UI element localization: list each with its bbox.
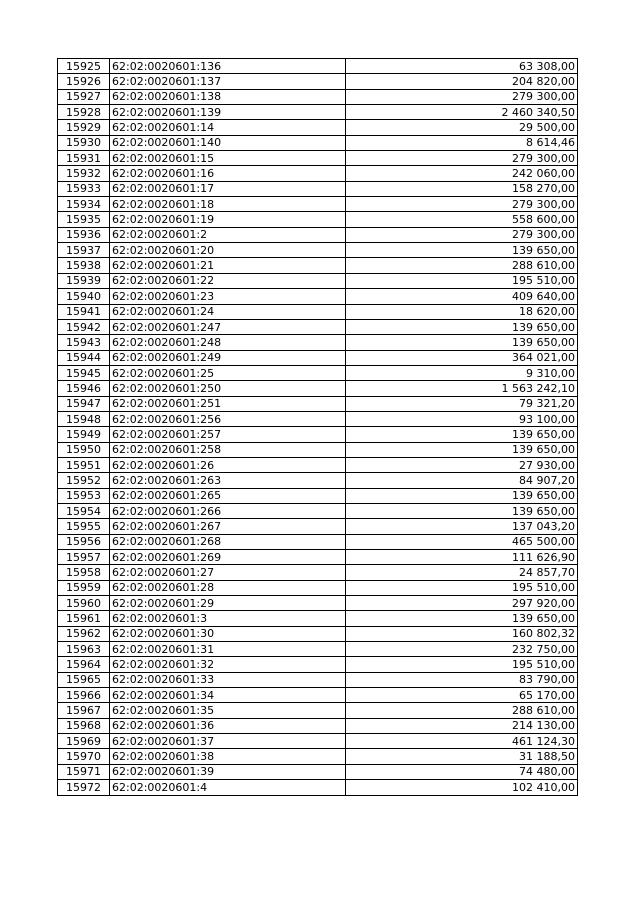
cadastral-value-cell: 1 563 242,10 xyxy=(346,381,578,396)
row-number-cell: 15966 xyxy=(58,688,110,703)
row-number-cell: 15945 xyxy=(58,365,110,380)
row-number-cell: 15969 xyxy=(58,734,110,749)
cadastral-value-cell: 139 650,00 xyxy=(346,442,578,457)
table-row xyxy=(58,227,578,242)
table-row xyxy=(58,734,578,749)
table-row xyxy=(58,611,578,626)
table-row xyxy=(58,381,578,396)
table-row xyxy=(58,657,578,672)
table-row xyxy=(58,703,578,718)
row-number-cell: 15927 xyxy=(58,89,110,104)
table-row xyxy=(58,550,578,565)
row-number-cell: 15926 xyxy=(58,74,110,89)
row-number-cell: 15938 xyxy=(58,258,110,273)
row-number-cell: 15943 xyxy=(58,335,110,350)
cadastral-number-cell: 62:02:0020601:24 xyxy=(110,304,346,319)
row-number-cell: 15930 xyxy=(58,135,110,150)
row-number-cell: 15953 xyxy=(58,488,110,503)
cadastral-value-cell: 279 300,00 xyxy=(346,151,578,166)
cadastral-value-cell: 139 650,00 xyxy=(346,319,578,334)
cadastral-value-cell: 461 124,30 xyxy=(346,734,578,749)
cadastral-number-cell: 62:02:0020601:21 xyxy=(110,258,346,273)
cadastral-value-cell: 9 310,00 xyxy=(346,365,578,380)
table-row xyxy=(58,411,578,426)
row-number-cell: 15925 xyxy=(58,59,110,74)
cadastral-number-cell: 62:02:0020601:38 xyxy=(110,749,346,764)
cadastral-value-cell: 160 802,32 xyxy=(346,626,578,641)
cadastral-number-cell: 62:02:0020601:3 xyxy=(110,611,346,626)
cadastral-number-cell: 62:02:0020601:33 xyxy=(110,672,346,687)
cadastral-number-cell: 62:02:0020601:35 xyxy=(110,703,346,718)
table-row xyxy=(58,749,578,764)
cadastral-value-cell: 102 410,00 xyxy=(346,780,578,795)
table-row xyxy=(58,74,578,89)
cadastral-value-cell: 279 300,00 xyxy=(346,197,578,212)
cadastral-number-cell: 62:02:0020601:29 xyxy=(110,596,346,611)
cadastral-value-cell: 24 857,70 xyxy=(346,565,578,580)
row-number-cell: 15970 xyxy=(58,749,110,764)
table-row xyxy=(58,120,578,135)
cadastral-number-cell: 62:02:0020601:251 xyxy=(110,396,346,411)
cadastral-number-cell: 62:02:0020601:257 xyxy=(110,427,346,442)
cadastral-value-cell: 409 640,00 xyxy=(346,289,578,304)
table-row xyxy=(58,503,578,518)
row-number-cell: 15939 xyxy=(58,273,110,288)
table-row xyxy=(58,488,578,503)
cadastral-value-cell: 84 907,20 xyxy=(346,473,578,488)
cadastral-number-cell: 62:02:0020601:37 xyxy=(110,734,346,749)
row-number-cell: 15937 xyxy=(58,243,110,258)
row-number-cell: 15962 xyxy=(58,626,110,641)
row-number-cell: 15961 xyxy=(58,611,110,626)
cadastral-value-cell: 195 510,00 xyxy=(346,580,578,595)
table-body xyxy=(58,59,578,796)
row-number-cell: 15947 xyxy=(58,396,110,411)
cadastral-value-cell: 18 620,00 xyxy=(346,304,578,319)
cadastral-value-cell: 8 614,46 xyxy=(346,135,578,150)
table-row xyxy=(58,442,578,457)
table-row xyxy=(58,534,578,549)
row-number-cell: 15965 xyxy=(58,672,110,687)
row-number-cell: 15964 xyxy=(58,657,110,672)
cadastral-value-cell: 139 650,00 xyxy=(346,611,578,626)
cadastral-value-cell: 242 060,00 xyxy=(346,166,578,181)
cadastral-number-cell: 62:02:0020601:16 xyxy=(110,166,346,181)
table-row xyxy=(58,473,578,488)
table-row xyxy=(58,135,578,150)
row-number-cell: 15954 xyxy=(58,503,110,518)
row-number-cell: 15941 xyxy=(58,304,110,319)
cadastral-value-cell: 195 510,00 xyxy=(346,273,578,288)
cadastral-value-cell: 297 920,00 xyxy=(346,596,578,611)
cadastral-value-cell: 279 300,00 xyxy=(346,89,578,104)
cadastral-number-cell: 62:02:0020601:14 xyxy=(110,120,346,135)
cadastral-number-cell: 62:02:0020601:26 xyxy=(110,457,346,472)
table-row xyxy=(58,688,578,703)
cadastral-value-cell: 29 500,00 xyxy=(346,120,578,135)
cadastral-number-cell: 62:02:0020601:28 xyxy=(110,580,346,595)
table-row xyxy=(58,580,578,595)
cadastral-number-cell: 62:02:0020601:250 xyxy=(110,381,346,396)
cadastral-number-cell: 62:02:0020601:4 xyxy=(110,780,346,795)
cadastral-value-cell: 93 100,00 xyxy=(346,411,578,426)
table-row xyxy=(58,519,578,534)
cadastral-value-cell: 158 270,00 xyxy=(346,181,578,196)
table-row xyxy=(58,365,578,380)
cadastral-number-cell: 62:02:0020601:17 xyxy=(110,181,346,196)
table-row xyxy=(58,565,578,580)
table-row xyxy=(58,427,578,442)
row-number-cell: 15950 xyxy=(58,442,110,457)
row-number-cell: 15948 xyxy=(58,411,110,426)
cadastral-number-cell: 62:02:0020601:140 xyxy=(110,135,346,150)
cadastral-value-cell: 558 600,00 xyxy=(346,212,578,227)
cadastral-value-cell: 137 043,20 xyxy=(346,519,578,534)
cadastral-value-cell: 31 188,50 xyxy=(346,749,578,764)
cadastral-number-cell: 62:02:0020601:34 xyxy=(110,688,346,703)
table-row xyxy=(58,780,578,795)
table-row xyxy=(58,319,578,334)
cadastral-number-cell: 62:02:0020601:266 xyxy=(110,503,346,518)
cadastral-number-cell: 62:02:0020601:25 xyxy=(110,365,346,380)
cadastral-number-cell: 62:02:0020601:36 xyxy=(110,718,346,733)
cadastral-number-cell: 62:02:0020601:249 xyxy=(110,350,346,365)
cadastral-value-cell: 111 626,90 xyxy=(346,550,578,565)
cadastral-number-cell: 62:02:0020601:137 xyxy=(110,74,346,89)
cadastral-number-cell: 62:02:0020601:19 xyxy=(110,212,346,227)
table-row xyxy=(58,350,578,365)
table-row xyxy=(58,258,578,273)
table-row xyxy=(58,396,578,411)
row-number-cell: 15931 xyxy=(58,151,110,166)
table-row xyxy=(58,457,578,472)
table-row xyxy=(58,197,578,212)
cadastral-value-cell: 139 650,00 xyxy=(346,427,578,442)
cadastral-number-cell: 62:02:0020601:263 xyxy=(110,473,346,488)
row-number-cell: 15960 xyxy=(58,596,110,611)
table-row xyxy=(58,596,578,611)
row-number-cell: 15963 xyxy=(58,642,110,657)
cadastral-number-cell: 62:02:0020601:22 xyxy=(110,273,346,288)
row-number-cell: 15958 xyxy=(58,565,110,580)
cadastral-number-cell: 62:02:0020601:248 xyxy=(110,335,346,350)
cadastral-number-cell: 62:02:0020601:136 xyxy=(110,59,346,74)
cadastral-number-cell: 62:02:0020601:39 xyxy=(110,764,346,779)
row-number-cell: 15935 xyxy=(58,212,110,227)
row-number-cell: 15936 xyxy=(58,227,110,242)
cadastral-number-cell: 62:02:0020601:256 xyxy=(110,411,346,426)
cadastral-value-cell: 65 170,00 xyxy=(346,688,578,703)
cadastral-number-cell: 62:02:0020601:20 xyxy=(110,243,346,258)
row-number-cell: 15972 xyxy=(58,780,110,795)
cadastral-number-cell: 62:02:0020601:27 xyxy=(110,565,346,580)
cadastral-value-cell: 139 650,00 xyxy=(346,335,578,350)
cadastral-value-cell: 74 480,00 xyxy=(346,764,578,779)
cadastral-value-cell: 63 308,00 xyxy=(346,59,578,74)
cadastral-value-cell: 139 650,00 xyxy=(346,243,578,258)
row-number-cell: 15971 xyxy=(58,764,110,779)
cadastral-number-cell: 62:02:0020601:267 xyxy=(110,519,346,534)
row-number-cell: 15956 xyxy=(58,534,110,549)
cadastral-number-cell: 62:02:0020601:23 xyxy=(110,289,346,304)
row-number-cell: 15951 xyxy=(58,457,110,472)
row-number-cell: 15952 xyxy=(58,473,110,488)
table-row xyxy=(58,335,578,350)
cadastral-value-cell: 2 460 340,50 xyxy=(346,105,578,120)
cadastral-value-cell: 83 790,00 xyxy=(346,672,578,687)
cadastral-value-cell: 139 650,00 xyxy=(346,488,578,503)
row-number-cell: 15940 xyxy=(58,289,110,304)
cadastral-value-cell: 279 300,00 xyxy=(346,227,578,242)
cadastral-number-cell: 62:02:0020601:15 xyxy=(110,151,346,166)
table-row xyxy=(58,59,578,74)
cadastral-value-cell: 288 610,00 xyxy=(346,258,578,273)
table-row xyxy=(58,151,578,166)
row-number-cell: 15959 xyxy=(58,580,110,595)
table-row xyxy=(58,626,578,641)
row-number-cell: 15933 xyxy=(58,181,110,196)
cadastral-value-cell: 214 130,00 xyxy=(346,718,578,733)
cadastral-value-cell: 195 510,00 xyxy=(346,657,578,672)
table-row xyxy=(58,181,578,196)
row-number-cell: 15932 xyxy=(58,166,110,181)
cadastral-value-cell: 364 021,00 xyxy=(346,350,578,365)
table-row xyxy=(58,642,578,657)
cadastral-value-table xyxy=(57,58,578,796)
cadastral-number-cell: 62:02:0020601:265 xyxy=(110,488,346,503)
cadastral-value-cell: 204 820,00 xyxy=(346,74,578,89)
row-number-cell: 15928 xyxy=(58,105,110,120)
row-number-cell: 15944 xyxy=(58,350,110,365)
cadastral-number-cell: 62:02:0020601:268 xyxy=(110,534,346,549)
cadastral-number-cell: 62:02:0020601:269 xyxy=(110,550,346,565)
row-number-cell: 15929 xyxy=(58,120,110,135)
table-row xyxy=(58,89,578,104)
table-row xyxy=(58,289,578,304)
row-number-cell: 15949 xyxy=(58,427,110,442)
cadastral-value-cell: 79 321,20 xyxy=(346,396,578,411)
cadastral-number-cell: 62:02:0020601:18 xyxy=(110,197,346,212)
cadastral-number-cell: 62:02:0020601:2 xyxy=(110,227,346,242)
cadastral-number-cell: 62:02:0020601:138 xyxy=(110,89,346,104)
table-row xyxy=(58,304,578,319)
table-row xyxy=(58,212,578,227)
row-number-cell: 15957 xyxy=(58,550,110,565)
cadastral-number-cell: 62:02:0020601:32 xyxy=(110,657,346,672)
cadastral-number-cell: 62:02:0020601:31 xyxy=(110,642,346,657)
table-row xyxy=(58,672,578,687)
row-number-cell: 15968 xyxy=(58,718,110,733)
table-row xyxy=(58,105,578,120)
cadastral-number-cell: 62:02:0020601:247 xyxy=(110,319,346,334)
cadastral-value-cell: 465 500,00 xyxy=(346,534,578,549)
row-number-cell: 15946 xyxy=(58,381,110,396)
table-row xyxy=(58,718,578,733)
cadastral-value-cell: 232 750,00 xyxy=(346,642,578,657)
row-number-cell: 15942 xyxy=(58,319,110,334)
cadastral-number-cell: 62:02:0020601:258 xyxy=(110,442,346,457)
cadastral-value-cell: 27 930,00 xyxy=(346,457,578,472)
table-row xyxy=(58,243,578,258)
row-number-cell: 15934 xyxy=(58,197,110,212)
table-row xyxy=(58,273,578,288)
cadastral-value-cell: 288 610,00 xyxy=(346,703,578,718)
table-row xyxy=(58,166,578,181)
row-number-cell: 15955 xyxy=(58,519,110,534)
row-number-cell: 15967 xyxy=(58,703,110,718)
cadastral-value-cell: 139 650,00 xyxy=(346,503,578,518)
cadastral-number-cell: 62:02:0020601:30 xyxy=(110,626,346,641)
table-row xyxy=(58,764,578,779)
cadastral-number-cell: 62:02:0020601:139 xyxy=(110,105,346,120)
